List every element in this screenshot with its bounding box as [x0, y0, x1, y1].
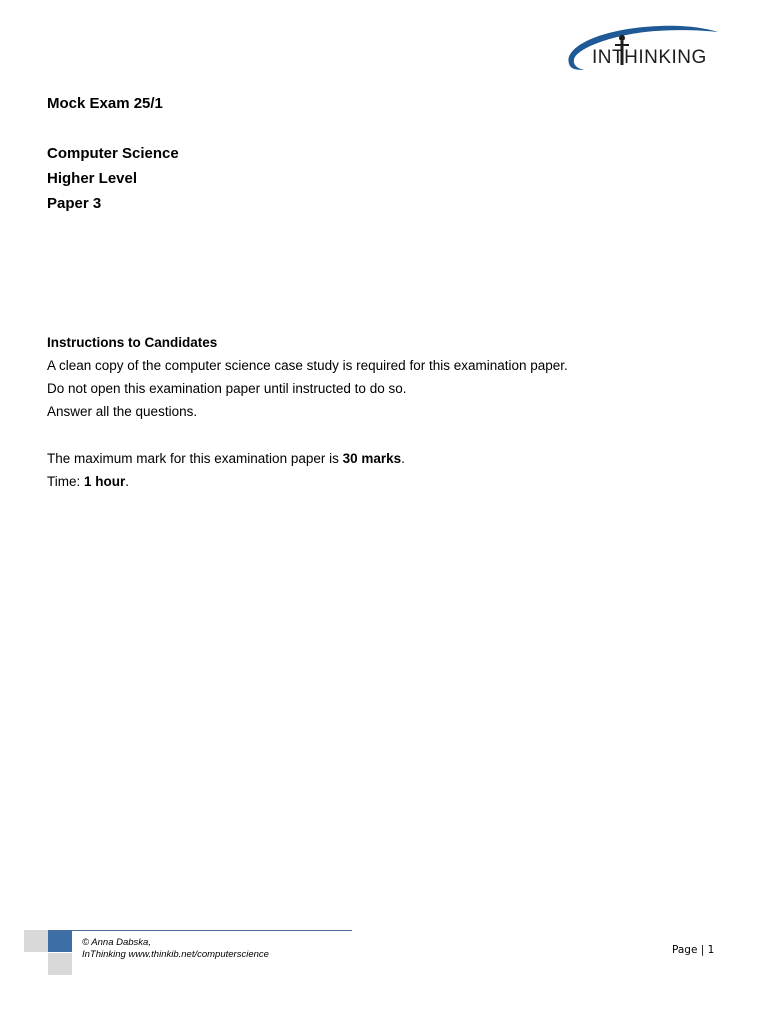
time-line — [47, 470, 568, 493]
footer-grey-square — [24, 930, 48, 952]
max-mark-value: 30 marks — [342, 451, 402, 466]
footer-grey-square-lower — [48, 953, 72, 975]
instruction-line-2: Do not open this examination paper until instructed to do so. — [47, 381, 407, 396]
instruction-line-1: A clean copy of the computer science case study is required for this examination paper. — [47, 358, 568, 373]
footer-rule — [48, 930, 352, 931]
inthinking-logo — [560, 22, 720, 74]
footer-copyright: © Anna Dabska, — [82, 937, 151, 948]
logo-text: INTHINKING — [592, 47, 707, 68]
max-mark-suffix: . — [401, 451, 405, 466]
subject-title: Computer Science — [47, 145, 179, 162]
max-mark-prefix: The maximum mark for this examination paper is — [47, 451, 343, 466]
paper-title: Paper 3 — [47, 195, 102, 212]
footer-site: InThinking www.thinkib.net/computerscience — [82, 949, 269, 960]
level-title: Higher Level — [47, 170, 138, 187]
exam-title: Mock Exam 25/1 — [47, 95, 163, 112]
footer-blue-square — [48, 930, 72, 952]
time-prefix: Time: — [47, 474, 84, 489]
time-suffix: . — [125, 474, 130, 489]
instructions-section — [47, 331, 568, 493]
instruction-line-3: Answer all the questions. — [47, 404, 198, 419]
time-value: 1 hour — [84, 474, 126, 489]
instructions-heading: Instructions to Candidates — [47, 335, 218, 350]
footer-credit — [82, 937, 269, 961]
page-number: Page | 1 — [672, 944, 715, 956]
max-mark-line — [47, 447, 568, 470]
title-block — [47, 91, 179, 216]
